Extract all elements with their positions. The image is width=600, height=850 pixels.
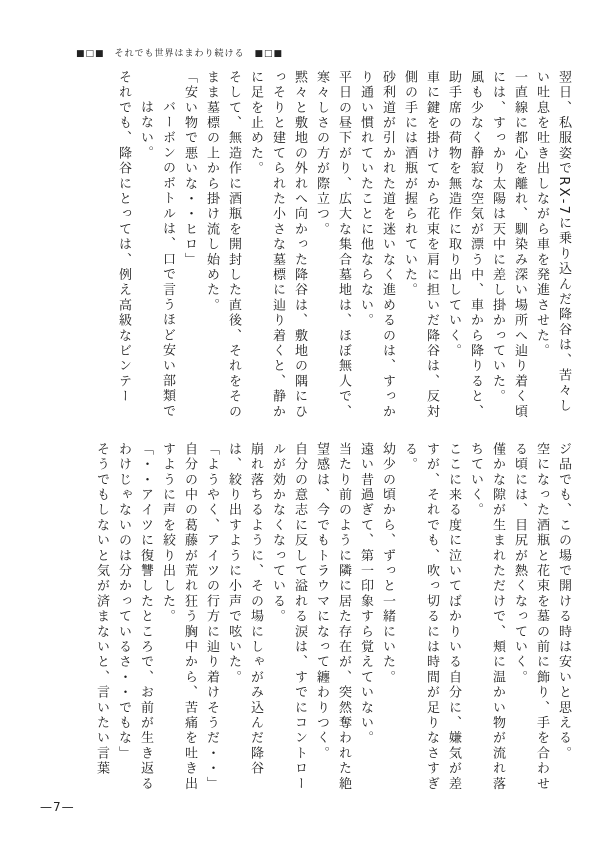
paragraph: 自分の中の葛藤が荒れ狂う胸中から、苦痛を吐き出すように声を絞り出した。 — [160, 442, 197, 792]
paragraph: 「安い物で悪いな・・ヒロ」 — [182, 70, 197, 268]
paragraph: それでも、降谷にとっては、例え高級なビンテー — [116, 70, 131, 405]
text-block-top — [112, 70, 574, 422]
paragraph: 当たり前のように隣に居た存在が、突然奪われた絶望感は、今でもトラウマになって纏わりつく。 — [314, 442, 351, 792]
paragraph: 風も少なく静寂な空気が漂う中、車から降りると、助手席の荷物を無造作に取り出していく。 — [446, 70, 483, 420]
paragraph: ここに来る度に泣いてばかりいる自分に、嫌気が差すが、それでも、吹っ切るには時間が足りなさすぎる。 — [402, 442, 461, 792]
paragraph: 平日の昼下がり、広大な集合墓地は、ほぼ無人で、寒々しさの方が際立つ。 — [314, 70, 351, 420]
paragraph: 黙々と敷地の外れへ向かった降谷は、敷地の隅にひっそりと建てられた小さな墓標に辿り着くと、静かに足を止めた。 — [248, 70, 307, 420]
paragraph: 車に鍵を掛けてから花束を肩に担いだ降谷は、反対側の手には酒瓶が握られていた。 — [402, 70, 439, 420]
paragraph: 一直線に都心を離れ、馴染み深い場所へ辿り着く頃には、すっかり太陽は天中に差し掛かっていた。 — [490, 70, 527, 420]
paragraph: ジ品でも、この場で開ける時は安いと思える。 — [556, 442, 571, 762]
paragraph: 崩れ落ちるように、その場にしゃがみ込んだ降谷は、絞り出すように小声で呟いた。 — [226, 442, 263, 777]
paragraph: 幼少の頃から、ずっと一緒にいた。 — [380, 442, 395, 686]
text-block-bottom — [90, 442, 574, 798]
page-number: —7— — [40, 800, 75, 814]
page-header-title: ■□■ それでも世界はまわり続ける ■□■ — [76, 49, 284, 59]
paragraph: 空になった酒瓶と花束を墓の前に飾り、手を合わせる頃には、目尻が熱くなっていく。 — [512, 442, 549, 792]
paragraph: 僅かな隙が生まれただけで、頬に温かい物が流れ落ちていく。 — [468, 442, 505, 792]
paragraph: そして、無造作に酒瓶を開封した直後、それをそのまま墓標の上から掛け流し始めた。 — [204, 70, 241, 420]
paragraph: 自分の意志に反して溢れる涙は、すでにコントロールが効かなくなっている。 — [270, 442, 307, 792]
paragraph: バーボンのボトルは、口で言うほど安い部類ではない。 — [138, 100, 175, 420]
paragraph: そうでもしないと気が済まないと、言いたい言葉 — [94, 442, 109, 777]
paragraph: 翌日、私服姿でRX‐7に乗り込んだ降谷は、苦々しい吐息を吐き出しながら車を発進させた。 — [534, 70, 571, 414]
paragraph: 「・・アイツに復讐したところで、お前が生き返るわけじゃないのは分かっているさ・・でもな」 — [116, 442, 153, 792]
paragraph: 「ようやく、アイツの行方に辿り着けそうだ・・」 — [204, 442, 219, 792]
paragraph: 砂利道が引かれた道を迷いなく進めるのは、すっかり通い慣れていたことに他ならない。 — [358, 70, 395, 420]
paragraph: 遠い昔過ぎて、第一印象すら覚えていない。 — [358, 442, 373, 746]
